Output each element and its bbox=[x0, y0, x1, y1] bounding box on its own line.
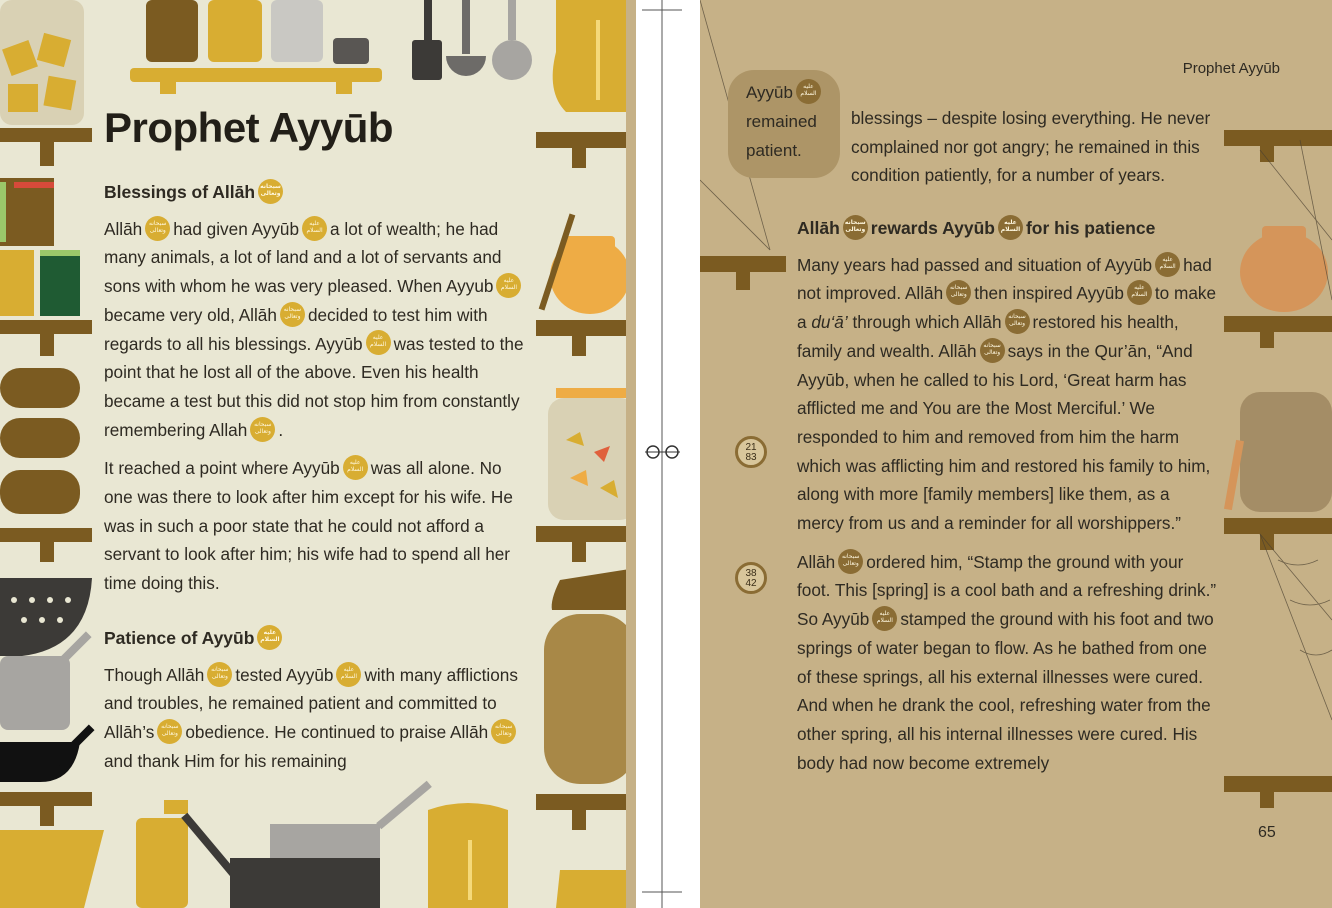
honorific-icon: سبحانه وتعالى bbox=[946, 280, 971, 305]
quran-ref-21-83: 21 83 bbox=[735, 436, 767, 468]
honorific-icon: عليه السلام bbox=[796, 79, 821, 104]
paragraph-continuation: blessings – despite losing everything. He never complained nor got angry; he remained in this condition patiently, for a number of years. bbox=[851, 108, 1211, 186]
quran-ref-38-42: 38 42 bbox=[735, 562, 767, 594]
callout-text: Ayyūb عليه السلام remained patient. bbox=[746, 78, 836, 165]
honorific-icon: عليه السلام bbox=[1127, 280, 1152, 305]
left-page bbox=[0, 0, 636, 908]
honorific-icon: عليه السلام bbox=[302, 216, 327, 241]
honorific-icon: سبحانه وتعالى bbox=[258, 179, 283, 204]
right-body bbox=[797, 214, 1221, 787]
honorific-icon: عليه السلام bbox=[872, 606, 897, 631]
honorific-icon: سبحانه وتعالى bbox=[980, 338, 1005, 363]
honorific-icon: سبحانه وتعالى bbox=[145, 216, 170, 241]
running-head: Prophet Ayyūb bbox=[1182, 60, 1280, 77]
honorific-icon: عليه السلام bbox=[336, 662, 361, 687]
paragraph-rewards-1: Many years had passed and situation of Ayyūb عليه السلام had not improved. Allāh سبحانه وتعالى then inspired Ayyūb عليه السلام to make a du‘ā’ through which Allāh سبحانه وتعالى restored his health, family and wealth. Allāh سبحانه وتعالى says in the Qur’ān, “And Ayyūb, when he called to his Lord, ‘Great harm has afflicted me and You are the Most Merciful.’ We responded to him and removed from him the harm which was afflicting him and restored his family to him, along with more [family members] like them, as a mercy from us and a reminder for all worshippers.” bbox=[797, 251, 1221, 538]
left-body bbox=[104, 178, 530, 608]
honorific-icon: عليه السلام bbox=[343, 455, 368, 480]
left-body-2 bbox=[104, 624, 524, 786]
honorific-icon: سبحانه وتعالى bbox=[843, 215, 868, 240]
honorific-icon: عليه السلام bbox=[998, 215, 1023, 240]
heading-patience: Patience of Ayyūb عليه السلام bbox=[104, 624, 524, 653]
paragraph-rewards-2: Allāh سبحانه وتعالى ordered him, “Stamp the ground with your foot. This [spring] is a cool bath and a refreshing drink.” So Ayyūb عليه السلام stamped the ground with his foot and two springs of water began to flow. As he bathed from one of these springs, all his external illnesses were cured. And when he drank the cool, refreshing water from the other spring, all his internal illnesses were cured. His body had now become extremely bbox=[797, 548, 1221, 778]
shelf bbox=[0, 128, 92, 142]
honorific-icon: سبحانه وتعالى bbox=[1005, 309, 1030, 334]
honorific-icon: عليه السلام bbox=[1155, 252, 1180, 277]
honorific-icon: عليه السلام bbox=[496, 273, 521, 298]
paragraph-patience-1: Though Allāh سبحانه وتعالى tested Ayyūb عليه السلام with many afflictions and troubles, he remained patient and committed to Allāh’s سبحانه وتعالى obedience. He continued to praise Allāh سبحانه وتعالى and thank Him for his remaining bbox=[104, 661, 524, 776]
honorific-icon: سبحانه وتعالى bbox=[207, 662, 232, 687]
crop-marks bbox=[636, 0, 700, 908]
honorific-icon: سبحانه وتعالى bbox=[491, 719, 516, 744]
heading-rewards: Allāh سبحانه وتعالى rewards Ayyūb عليه السلام for his patience bbox=[797, 214, 1221, 243]
paragraph-blessings-1: Allāh سبحانه وتعالى had given Ayyūb عليه السلام a lot of wealth; he had many animals, a lot of land and a lot of servants and sons with whom he was very pleased. When Ayyub عليه السلام became very old, Allāh سبحانه وتعالى decided to test him with regards to all his blessings. Ayyūb عليه السلام was tested to the point that he lost all of the above. Even his health became a test but this did not stop him from constantly remembering Allah سبحانه وتعالى . bbox=[104, 215, 530, 445]
honorific-icon: سبحانه وتعالى bbox=[280, 302, 305, 327]
page-title: Prophet Ayyūb bbox=[104, 104, 394, 151]
heading-blessings: Blessings of Allāh سبحانه وتعالى bbox=[104, 178, 530, 207]
honorific-icon: عليه السلام bbox=[257, 625, 282, 650]
paragraph-blessings-2: It reached a point where Ayyūb عليه السلام was all alone. No one was there to look after him except for his wife. He was in such a poor state that he could not afford a servant to look after him; his wife had to spend all her time doing this. bbox=[104, 454, 530, 598]
page-gutter bbox=[636, 0, 700, 908]
right-intro bbox=[851, 104, 1221, 200]
page-number: 65 bbox=[1258, 824, 1276, 841]
honorific-icon: عليه السلام bbox=[366, 330, 391, 355]
honorific-icon: سبحانه وتعالى bbox=[157, 719, 182, 744]
honorific-icon: سبحانه وتعالى bbox=[250, 417, 275, 442]
honorific-icon: سبحانه وتعالى bbox=[838, 549, 863, 574]
